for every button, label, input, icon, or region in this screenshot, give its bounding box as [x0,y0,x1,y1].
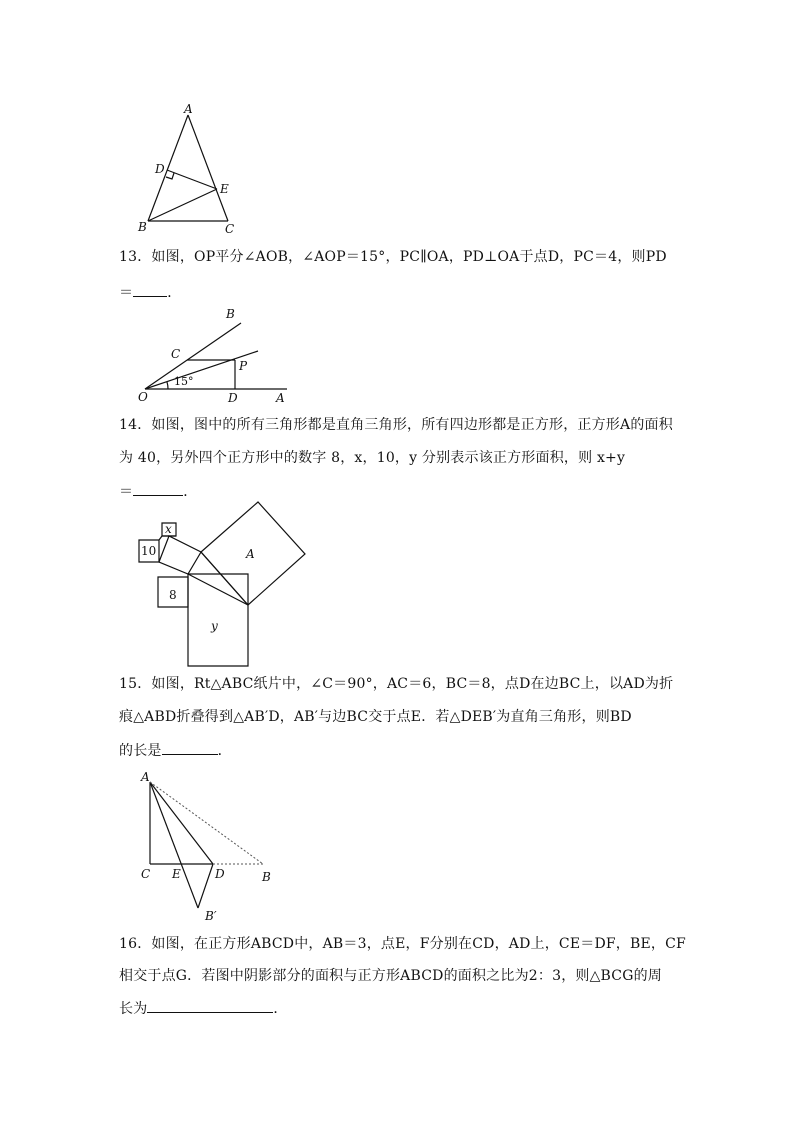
label-10: 10 [141,544,157,558]
label-C: C [171,347,181,361]
q15-line3 [119,740,679,761]
label-B: B [226,307,235,321]
q16-prefix: 长为 [119,1001,148,1017]
q13-line1: 13．如图，OP平分∠AOB，∠AOP＝15°，PC∥OA，PD⊥OA于点D，PC＝4，则PD [119,249,667,265]
label-A: A [141,770,150,784]
figure-q14 [130,515,315,675]
q14-line1: 14．如图，图中的所有三角形都是直角三角形，所有四边形都是正方形，正方形A的面积 [119,417,673,433]
figure-q12 [130,100,250,240]
label-A: A [276,391,285,405]
dotted-AB [150,782,263,864]
q16-period: ． [273,1001,288,1017]
segment-DB-prime [198,864,213,908]
label-O: O [138,390,148,404]
angle-label-15: 15° [174,375,194,388]
label-D: D [215,867,225,881]
segment-AC [188,115,228,221]
label-D: D [228,391,238,405]
label-B: B [138,220,147,234]
q15-prefix: 的长是 [119,743,162,759]
label-x: x [165,522,172,536]
label-B-prime: B′ [205,909,217,923]
q15-period: ． [217,743,232,759]
q13-line2 [119,282,679,303]
label-8: 8 [169,588,177,602]
label-A: A [184,102,193,116]
segment-hyp-1 [188,574,248,605]
label-P: P [239,359,248,373]
label-y: y [211,619,218,633]
label-E: E [172,867,181,881]
segment-AD [150,782,213,864]
label-C: C [225,222,235,236]
answer-blank-q14[interactable] [133,481,183,496]
q15-line1: 15．如图，Rt△ABC纸片中，∠C＝90°，AC＝6，BC＝8，点D在边BC上，以AD为折 [119,676,674,692]
label-E: E [220,182,229,196]
answer-blank-q15[interactable] [162,740,218,755]
q15-line2: 痕△ABD折叠得到△AB′D，AB′与边BC交于点E．若△DEB′为直角三角形，则BD [119,709,632,725]
q16-line3 [119,998,679,1019]
right-angle-mark [166,173,174,179]
q13-period: ． [167,285,182,301]
q14-eq-sign: ＝ [119,484,134,500]
label-D: D [155,162,165,176]
label-A: A [246,547,255,561]
segment-AB-prime [150,782,198,908]
answer-blank-q16[interactable] [147,998,273,1013]
q14-line2: 为 40，另外四个正方形中的数字 8，x，10，y 分别表示该正方形面积，则 x+y [119,450,626,466]
segment-hyp-2 [201,552,248,605]
figure-q15 [135,768,285,923]
q16-line2: 相交于点G．若图中阴影部分的面积与正方形ABCD的面积之比为2：3，则△BCG的周 [119,968,663,984]
square-middle [159,536,201,574]
label-C: C [141,867,151,881]
q14-line3 [119,481,679,502]
figure-q13 [130,305,300,405]
q13-eq-sign: ＝ [119,285,134,301]
angle-arc [167,382,168,389]
label-B: B [262,870,271,884]
answer-blank-q13[interactable] [133,282,167,297]
square-y [188,574,248,666]
q14-period: ． [183,484,198,500]
q16-line1: 16．如图，在正方形ABCD中，AB＝3，点E，F分别在CD，AD上，CE＝DF，BE，CF [119,936,686,952]
